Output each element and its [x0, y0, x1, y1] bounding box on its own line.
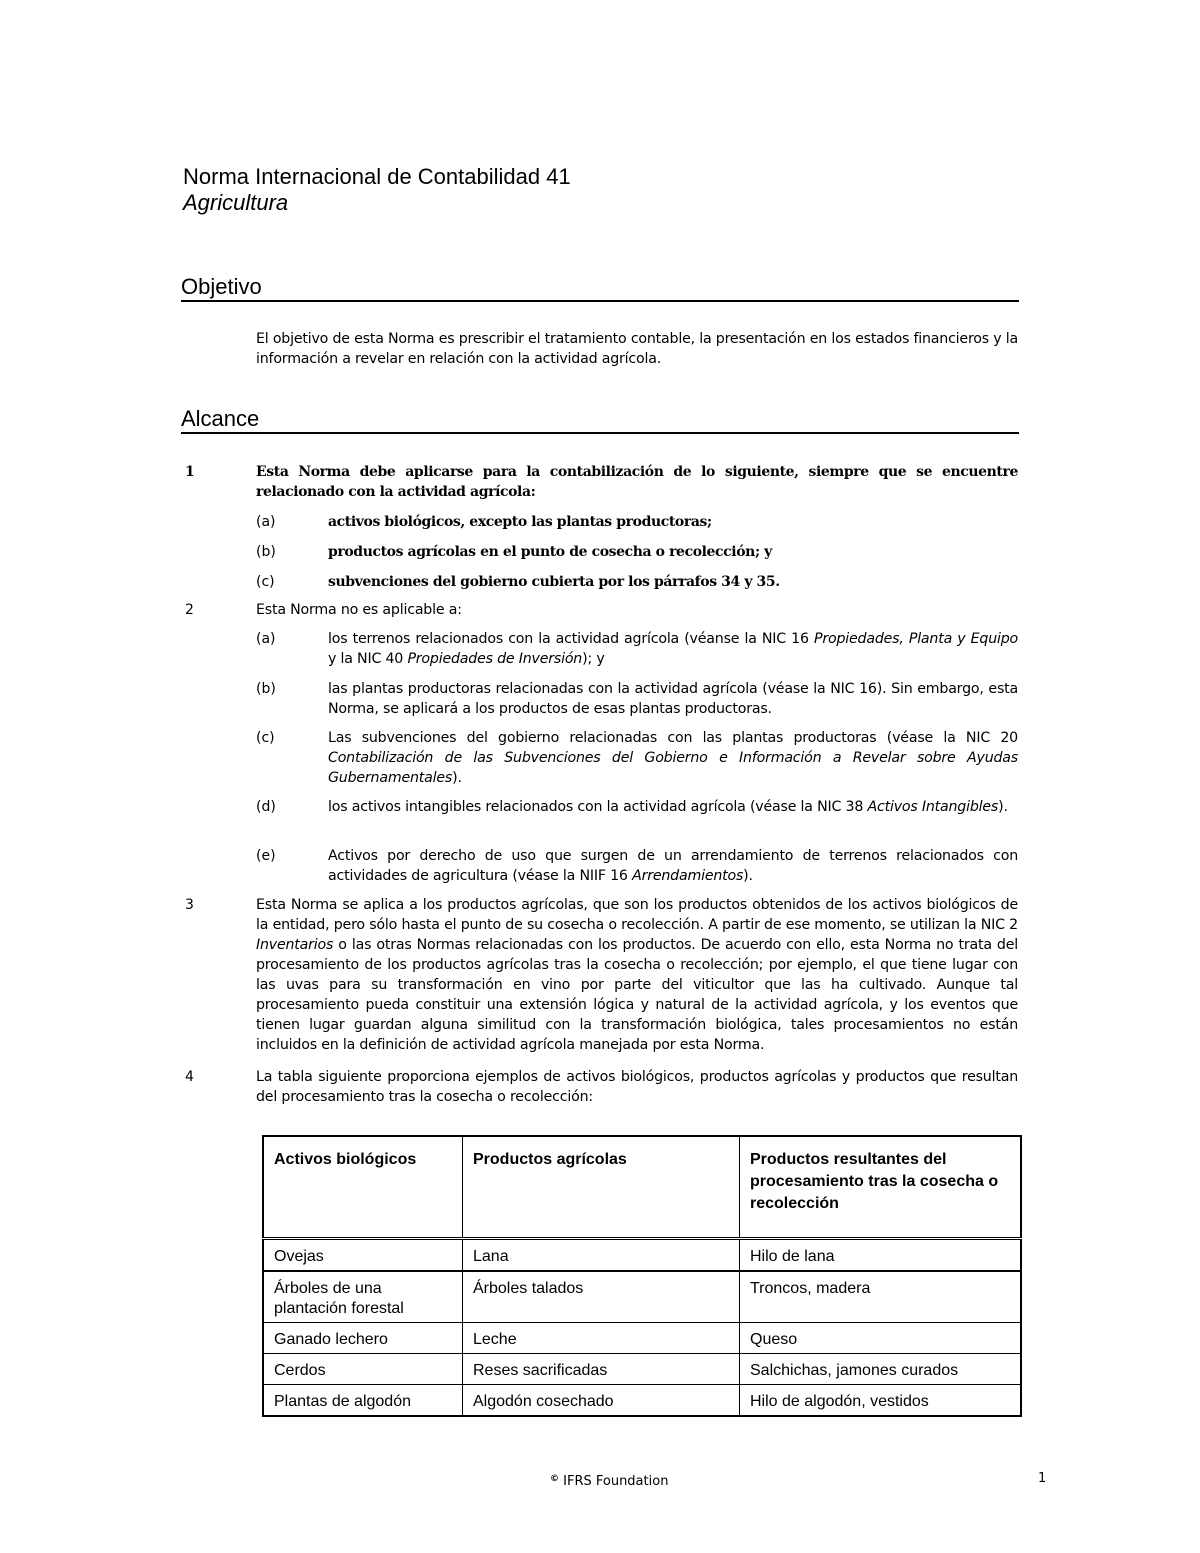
table-cell: Árboles talados: [463, 1271, 740, 1323]
page-title: Norma Internacional de Contabilidad 41: [183, 164, 571, 189]
item-text-1a: activos biológicos, excepto las plantas productoras;: [328, 514, 712, 530]
item-label-1a: (a): [256, 514, 276, 530]
table-row: [263, 1323, 1021, 1354]
table-header-cell: Activos biológicos: [263, 1136, 463, 1239]
table-row: [263, 1354, 1021, 1385]
paragraph-2-text: Esta Norma no es aplicable a:: [256, 602, 462, 618]
examples-table: [262, 1135, 1022, 1417]
page-subtitle: Agricultura: [183, 190, 289, 215]
table-header-cell: Productos agrícolas: [463, 1136, 740, 1239]
paragraph-number-1: 1: [185, 464, 195, 480]
table-cell: Leche: [463, 1323, 740, 1354]
paragraph-3-text: Esta Norma se aplica a los productos agrícolas, que son los productos obtenidos de los activos biológicos de la entidad, pero sólo hasta el punto de su cosecha o recolección. A partir de ese momento, se utilizan la NIC 2 Inventarios o las otras Normas relacionadas con los productos. De acuerdo con ello, esta Norma no trata del procesamiento de los productos agrícolas tras la cosecha o recolección; por ejemplo, el que tiene lugar con las uvas para su transformación en vino por parte del viticultor que las ha cultivado. Aunque tal procesamiento pueda constituir una extensión lógica y natural de la actividad agrícola, y los eventos que tienen lugar guardan alguna similitud con la transformación biológica, tales procesamientos no están incluidos en la definición de actividad agrícola manejada por esta Norma.: [256, 897, 1018, 1053]
item-text-1b: productos agrícolas en el punto de cosecha o recolección; y: [328, 544, 772, 560]
section-heading-alcance: Alcance: [181, 406, 1019, 434]
item-label-2a: (a): [256, 631, 276, 647]
table-header-cell: Productos resultantes del procesamiento tras la cosecha o recolección: [740, 1136, 1022, 1239]
table-row: [263, 1271, 1021, 1323]
item-label-1b: (b): [256, 544, 276, 560]
table-cell: Queso: [740, 1323, 1022, 1354]
table-cell: Ganado lechero: [263, 1323, 463, 1354]
table-cell: Reses sacrificadas: [463, 1354, 740, 1385]
item-text-1c: subvenciones del gobierno cubierta por los párrafos 34 y 35.: [328, 574, 780, 590]
item-label-2c: (c): [256, 730, 275, 746]
footer-text: IFRS Foundation: [559, 1474, 669, 1489]
section-heading-objetivo: Objetivo: [181, 274, 1019, 302]
table-cell: Árboles de una plantación forestal: [263, 1271, 463, 1323]
table-cell: Cerdos: [263, 1354, 463, 1385]
table-cell: Lana: [463, 1239, 740, 1272]
item-text-2b: las plantas productoras relacionadas con la actividad agrícola (véase la NIC 16). Sin embargo, esta Norma, se aplicará a los productos de esas plantas productoras.: [328, 681, 1018, 717]
item-text-2a: los terrenos relacionados con la actividad agrícola (véanse la NIC 16 Propiedades, Planta y Equipo y la NIC 40 Propiedades de Inversión); y: [328, 631, 1019, 667]
paragraph-number-4: 4: [185, 1069, 194, 1085]
paragraph-4-text: La tabla siguiente proporciona ejemplos de activos biológicos, productos agrícolas y productos que resultan del procesamiento tras la cosecha o recolección:: [256, 1069, 1018, 1105]
item-text-2d: los activos intangibles relacionados con la actividad agrícola (véase la NIC 38 Activos Intangibles).: [328, 799, 1008, 815]
table-row: [263, 1385, 1021, 1417]
paragraph-number-2: 2: [185, 602, 194, 618]
copyright-icon: ©: [550, 1474, 559, 1484]
item-label-2d: (d): [256, 799, 276, 815]
footer-copyright: [550, 1470, 668, 1491]
table-row: [263, 1239, 1021, 1272]
item-label-2b: (b): [256, 681, 276, 697]
table-cell: Salchichas, jamones curados: [740, 1354, 1022, 1385]
table-cell: Ovejas: [263, 1239, 463, 1272]
item-text-2c: Las subvenciones del gobierno relacionadas con las plantas productoras (véase la NIC 20 Contabilización de las Subvenciones del Gobierno e Información a Revelar sobre Ayudas Gubernamentales).: [328, 730, 1018, 786]
item-text-2e: Activos por derecho de uso que surgen de un arrendamiento de terrenos relacionados con actividades de agricultura (véase la NIIF 16 Arrendamientos).: [328, 848, 1018, 884]
page-number: 1: [1038, 1471, 1047, 1486]
item-label-2e: (e): [256, 848, 276, 864]
table-cell: Plantas de algodón: [263, 1385, 463, 1417]
table-cell: Algodón cosechado: [463, 1385, 740, 1417]
table-cell: Hilo de algodón, vestidos: [750, 1393, 929, 1410]
paragraph-1-text: Esta Norma debe aplicarse para la contabilización de lo siguiente, siempre que se encuentre relacionado con la actividad agrícola:: [256, 464, 1018, 500]
table-cell: Hilo de lana: [740, 1239, 1022, 1272]
paragraph-number-3: 3: [185, 897, 194, 913]
objetivo-text: El objetivo de esta Norma es prescribir el tratamiento contable, la presentación en los estados financieros y la información a revelar en relación con la actividad agrícola.: [256, 331, 1018, 367]
table-header-row: [263, 1136, 1021, 1239]
item-label-1c: (c): [256, 574, 275, 590]
table-cell: Troncos, madera: [740, 1271, 1022, 1323]
